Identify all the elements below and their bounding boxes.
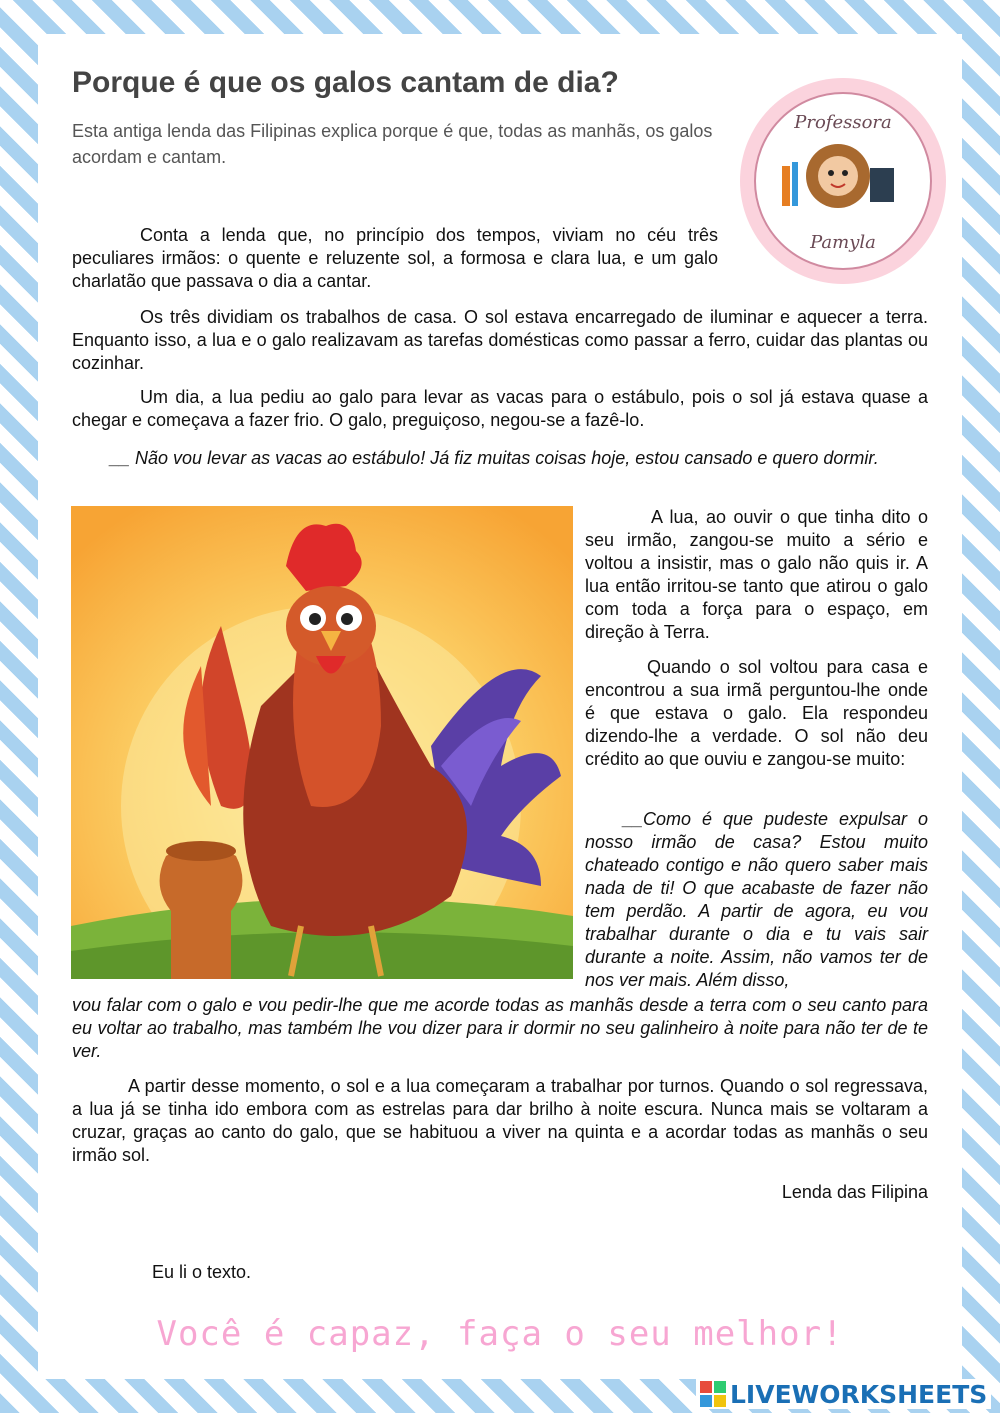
liveworksheets-logo[interactable] [696,1379,991,1409]
logo-top-text: Professora [794,112,892,133]
paragraph-7-dialogue: __Como é que pudeste expulsar o nosso irmão de casa? Estou muito chateado contigo e não quero saber mais nada de ti! O que acabaste de fazer não tem perdão. A partir de agora, eu vou trabalhar durante o dia e tu vais sair durante a noite. Assim, não vamos ter de nos ver mais. Além disso, [585,809,928,990]
liveworksheets-brand: LIVEWORKSHEETS [730,1379,988,1409]
paragraph-4-dialogue: __ Não vou levar as vacas ao estábulo! Já fiz muitas coisas hoje, estou cansado e quero dormir. [110,448,879,468]
paragraph-7-continued: vou falar com o galo e vou pedir-lhe que me acorde todas as manhãs desde a terra com o seu canto para eu voltar ao trabalho, mas também lhe vou dizer para ir dormir no seu galinheiro à noite para não ter de te ver. [72,995,928,1061]
paragraph-2: Os três dividiam os trabalhos de casa. O sol estava encarregado de iluminar e aquecer a terra. Enquanto isso, a lua e o galo realizavam as tarefas domésticas como passar a ferro, cuidar das plantas ou cozinhar. [72,307,928,373]
paragraph-5: A lua, ao ouvir o que tinha dito o seu irmão, zangou-se muito a sério e voltou a insistir, mas o galo não quis ir. A lua então irritou-se tanto que atirou o galo com toda a força para o espaço, em direção à Terra. [585,507,928,642]
page-subtitle: Esta antiga lenda das Filipinas explica porque é que, todas as manhãs, os galos acordam e cantam. [72,121,713,167]
paragraph-8: A partir desse momento, o sol e a lua começaram a trabalhar por turnos. Quando o sol regressava, a lua já se tinha ido embora com as estrelas para dar brilho à noite escura. Nunca mais se voltaram a cruzar, graças ao canto do galo, que se habituou a viver na quinta e a acordar todas as manhãs o seu irmão sol. [72,1076,928,1165]
liveworksheets-icon [700,1381,726,1407]
page-title: Porque é que os galos cantam de dia? [72,66,619,99]
logo-bottom-text: Pamyla [810,232,876,253]
paragraph-6: Quando o sol voltou para casa e encontrou a sua irmã perguntou-lhe onde é que estava o galo. Ela respondeu dizendo-lhe a verdade. O sol não deu crédito ao que ouviu e zangou-se muito: [585,657,928,769]
paragraph-3: Um dia, a lua pediu ao galo para levar as vacas para o estábulo, pois o sol já estava quase a chegar e começava a fazer frio. O galo, preguiçoso, negou-se a fazê-lo. [72,387,928,430]
rooster-illustration [71,506,573,979]
teacher-logo [738,76,948,286]
paragraph-1: Conta a lenda que, no princípio dos tempos, viviam no céu três peculiares irmãos: o quente e reluzente sol, a formosa e clara lua, e um galo charlatão que passava o dia a cantar. [72,225,718,291]
motivation-message: Você é capaz, faça o seu melhor! [156,1314,844,1354]
read-confirmation-label: Eu li o texto. [152,1262,252,1282]
source-label: Lenda das Filipina [781,1182,928,1202]
